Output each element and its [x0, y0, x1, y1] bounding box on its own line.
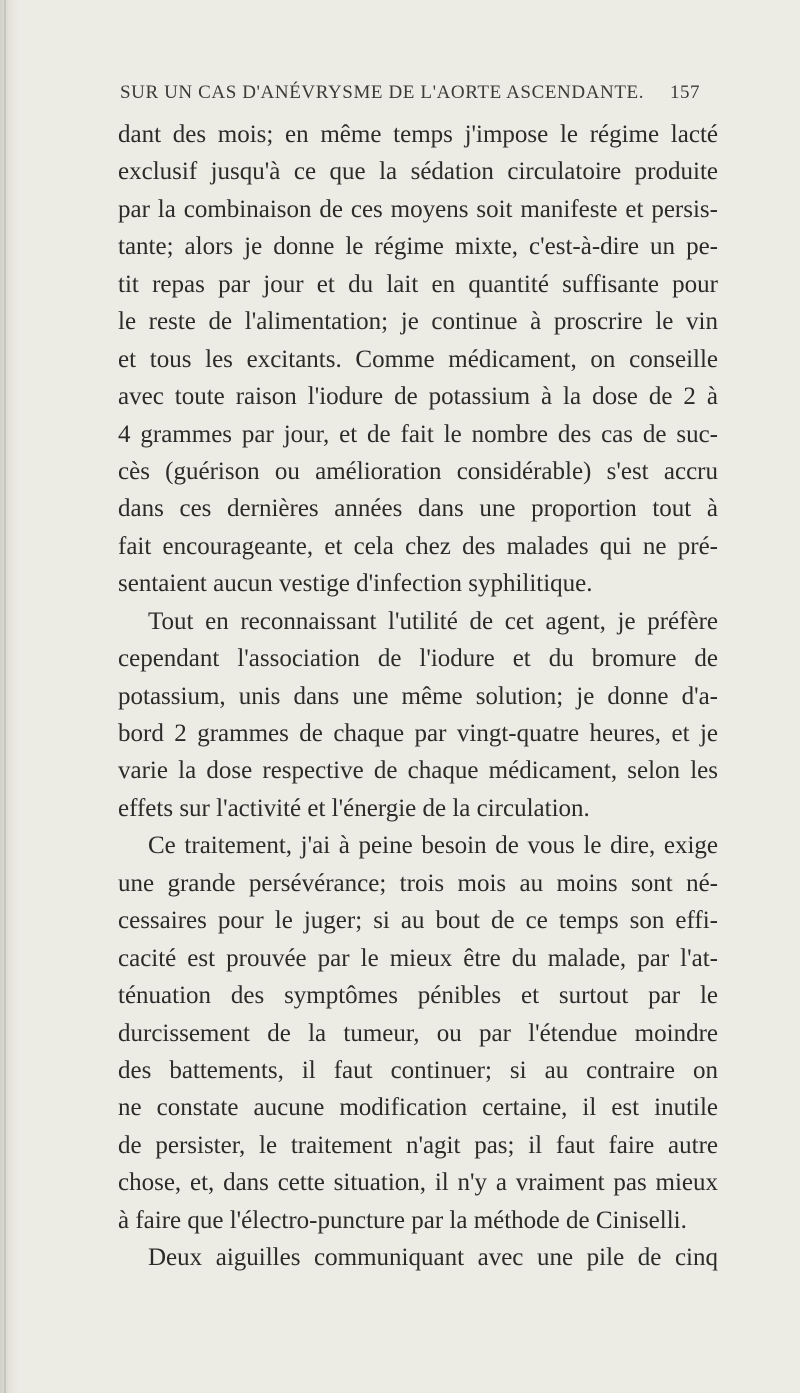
- text-line: ténuation des symptômes pénibles et surtout par le: [118, 982, 718, 1010]
- text-line: fait encourageante, et cela chez des malades qui ne pré-: [118, 532, 718, 560]
- text-line: tante; alors je donne le régime mixte, c'est-à-dire un pe-: [118, 233, 718, 261]
- text-line: bord 2 grammes de chaque par vingt-quatre heures, et je: [118, 720, 718, 747]
- text-line: cependant l'association de l'iodure et du bromure de: [118, 645, 718, 673]
- book-binding-edge: [0, 0, 18, 1393]
- paragraph-start-line: Tout en reconnaissant l'utilité de cet agent, je préfère: [148, 607, 718, 635]
- text-line: le reste de l'alimentation; je continue à proscrire le vin: [118, 308, 718, 336]
- text-line: varie la dose respective de chaque médicament, selon les: [118, 757, 718, 785]
- text-line: 4 grammes par jour, et de fait le nombre des cas de suc-: [118, 420, 718, 448]
- text-line: exclusif jusqu'à ce que la sédation circulatoire produite: [118, 158, 718, 186]
- text-line: tit repas par jour et du lait en quantité suffisante pour: [118, 270, 718, 298]
- text-line: chose, et, dans cette situation, il n'y a vraiment pas mieux: [118, 1169, 718, 1197]
- paragraph-end-line: à faire que l'électro-puncture par la méthode de Ciniselli.: [118, 1206, 687, 1234]
- text-line: et tous les excitants. Comme médicament, on conseille: [118, 345, 718, 373]
- text-line: par la combinaison de ces moyens soit manifeste et persis-: [118, 195, 718, 223]
- text-line: des battements, il faut continuer; si au contraire on: [118, 1056, 718, 1084]
- paragraph-start-line: Ce traitement, j'ai à peine besoin de vous le dire, exige: [148, 832, 718, 860]
- text-line: dant des mois; en même temps j'impose le régime lacté: [118, 121, 718, 148]
- page-number: 157: [670, 82, 700, 103]
- body-text: [118, 116, 718, 1277]
- text-line: cacité est prouvée par le mieux être du malade, par l'at-: [118, 944, 718, 972]
- text-line: une grande persévérance; trois mois au moins sont né-: [118, 869, 718, 897]
- text-line: dans ces dernières années dans une proportion tout à: [118, 495, 718, 523]
- running-title: SUR UN CAS D'ANÉVRYSME DE L'AORTE ASCENDANTE.: [120, 82, 645, 103]
- text-line: de persister, le traitement n'agit pas; il faut faire autre: [118, 1131, 718, 1159]
- text-line: avec toute raison l'iodure de potassium à la dose de 2 à: [118, 383, 718, 411]
- text-line: potassium, unis dans une même solution; je donne d'a-: [118, 682, 718, 710]
- paragraph-end-line: effets sur l'activité et l'énergie de la circulation.: [118, 794, 590, 822]
- text-line: durcissement de la tumeur, ou par l'étendue moindre: [118, 1019, 718, 1047]
- text-line: cessaires pour le juger; si au bout de ce temps son effi-: [118, 907, 718, 935]
- text-line: ne constate aucune modification certaine, il est inutile: [118, 1094, 718, 1122]
- running-head: [120, 82, 700, 112]
- paragraph-start-line: Deux aiguilles communiquant avec une pile de cinq: [148, 1244, 718, 1272]
- text-line: cès (guérison ou amélioration considérable) s'est accru: [118, 457, 718, 485]
- paragraph-end-line: sentaient aucun vestige d'infection syphilitique.: [118, 570, 593, 598]
